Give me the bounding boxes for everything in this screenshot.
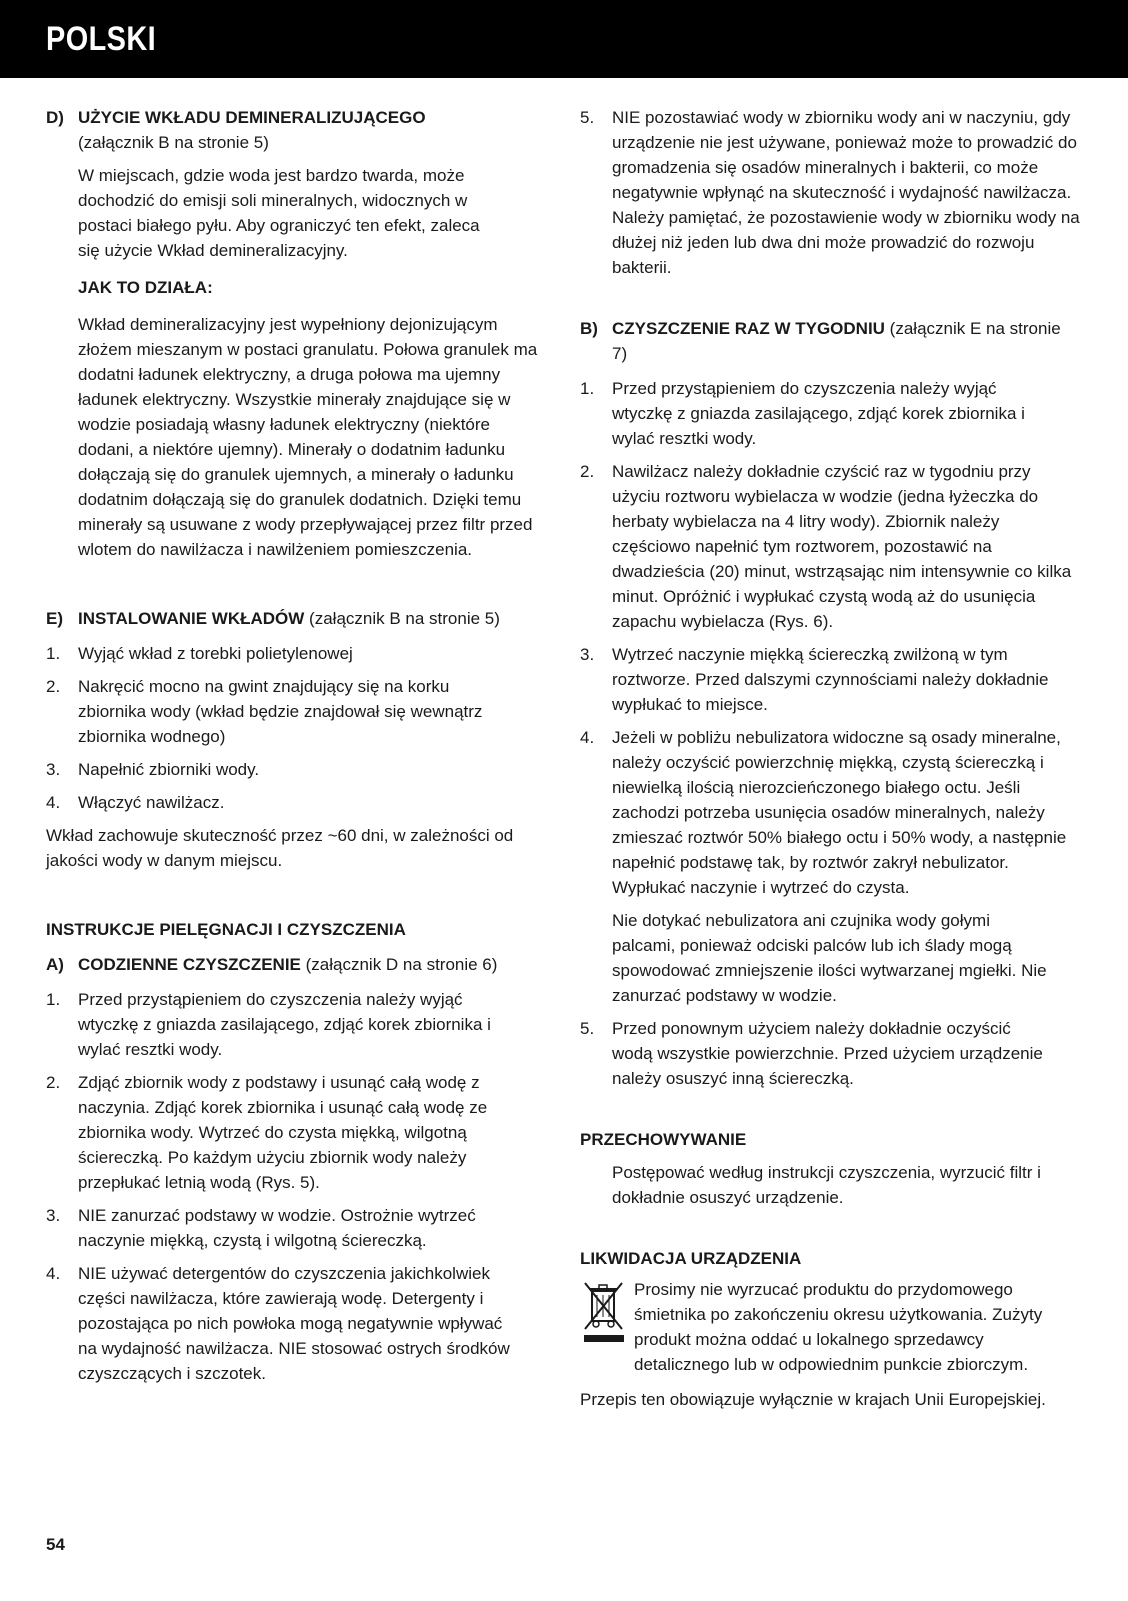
item-number: 1. <box>46 990 61 1009</box>
item-text: Przed przystąpieniem do czyszczenia należy wyjąć wtyczkę z gniazda zasilającego, zdjąć korek zbiornika i wylać resztki wody. <box>78 990 491 1059</box>
header-bar <box>0 0 1128 78</box>
disposal-text: Prosimy nie wyrzucać produktu do przydomowego śmietnika po zakończeniu okresu użytkowania. Zużyty produkt można oddać u lokalnego sprzedawcy detalicznego lub w odpowiednim punkcie zbiorczym. <box>634 1280 1043 1374</box>
item-text: Wytrzeć naczynie miękką ściereczką zwilżoną w tym roztworze. Przed dalszymi czynnościami należy dokładnie wypłukać to miejsce. <box>612 645 1049 714</box>
numbered-list <box>46 987 546 1386</box>
section-letter: A) <box>46 955 64 974</box>
item-text: Przed ponownym użyciem należy dokładnie oczyścić wodą wszystkie powierzchnie. Przed użyciem urządzenie należy osuszyć inną ściereczką. <box>612 1019 1043 1088</box>
left-column <box>46 105 546 1394</box>
list-item <box>580 642 1080 717</box>
item-number: 4. <box>580 728 595 747</box>
section-e-heading <box>46 606 546 631</box>
care-heading: INSTRUKCJE PIELĘGNACJI I CZYSZCZENIA <box>46 920 406 939</box>
list-item <box>46 641 546 666</box>
list-item <box>580 459 1080 634</box>
note-paragraph: Wkład zachowuje skuteczność przez ~60 dni, w zależności od jakości wody w danym miejscu. <box>46 826 514 870</box>
item-text: Wyjąć wkład z torebki polietylenowej <box>78 644 353 663</box>
item-text: Napełnić zbiorniki wody. <box>78 760 260 779</box>
item-number: 2. <box>46 677 61 696</box>
storage-text: Postępować według instrukcji czyszczenia, wyrzucić filtr i dokładnie osuszyć urządzenie. <box>612 1163 1041 1207</box>
section-letter: B) <box>580 319 598 338</box>
section-reference: (załącznik E na stronie 7) <box>612 319 1061 363</box>
item-number: 1. <box>580 379 595 398</box>
item-number: 3. <box>46 1206 61 1225</box>
disposal-heading: LIKWIDACJA URZĄDZENIA <box>580 1249 802 1268</box>
item-text: Zdjąć zbiornik wody z podstawy i usunąć całą wodę z naczynia. Zdjąć korek zbiornika i usunąć całą wodę ze zbiornika wody. Wytrzeć do czysta miękką, wilgotną ściereczką. Po każdym użyciu zbiornik wody należy przepłukać letnią wodą (Rys. 5). <box>78 1073 488 1192</box>
item-number: 4. <box>46 1264 61 1283</box>
disposal-block <box>580 1277 1080 1377</box>
disposal-note: Przepis ten obowiązuje wyłącznie w krajach Unii Europejskiej. <box>580 1390 1046 1409</box>
list-item <box>46 1203 546 1253</box>
section-reference: (załącznik B na stronie 5) <box>78 133 269 152</box>
item-text: Jeżeli w pobliżu nebulizatora widoczne są osady mineralne, należy oczyścić powierzchnię miękką, czystą ściereczką i niewielką ilością nierozcieńczonego białego octu. Jeśli zachodzi potrzeba usunięcia osadów mineralnych, należy zmieszać roztwór 50% białego octu i 50% wody, a następnie napełnić podstawę tak, by roztwór zakrył nebulizator. Wypłukać naczynie i wytrzeć do czysta. <box>612 728 1067 897</box>
item-text: NIE zanurzać podstawy w wodzie. Ostrożnie wytrzeć naczynie miękką, czystą i wilgotną ściereczką. <box>78 1206 476 1250</box>
item-note: Nie dotykać nebulizatora ani czujnika wody gołymi palcami, ponieważ odciski palców lub ich ślady mogą spowodować zmniejszenie ilości wytwarzanej mgiełki. Nie zanurzać podstawy w wodzie. <box>612 911 1047 1005</box>
intro-paragraph: W miejscach, gdzie woda jest bardzo twarda, może dochodzić do emisji soli mineralnych, widocznych w postaci białego pyłu. Aby ograniczyć ten efekt, zaleca się użycie Wkład demineralizacyjny. <box>78 166 480 260</box>
item-number: 1. <box>46 644 61 663</box>
language-title: POLSKI <box>46 20 157 58</box>
list-item <box>46 790 546 815</box>
subheading: JAK TO DZIAŁA: <box>78 278 213 297</box>
item-number: 5. <box>580 108 595 127</box>
body-paragraph: Wkład demineralizacyjny jest wypełniony dejonizującym złożem mieszanym w postaci granulatu. Połowa granulek ma dodatni ładunek elektryczny, a druga połowa ma ujemny ładunek elektryczny. Wszystkie minerały znajdujące się w wodzie posiadają własny ładunek elektryczny (niektóre dodani, a niektóre ujemny). Minerały o dodatnim ładunku dołączają się do granulek ujemnych, a minerały o ładunku dodatnim dołączają się do granulek dodatnich. Dzięki temu minerały są usuwane z wody przepływającej przez filtr przed wlotem do nawilżacza i nawilżeniem pomieszczenia. <box>78 315 538 559</box>
numbered-list <box>46 641 546 815</box>
section-title: UŻYCIE WKŁADU DEMINERALIZUJĄCEGO <box>78 108 426 127</box>
item-text: NIE pozostawiać wody w zbiorniku wody ani w naczyniu, gdy urządzenie nie jest używane, ponieważ może to prowadzić do gromadzenia się osadów mineralnych i bakterii, co może negatywnie wpłynąć na skuteczność i wydajność nawilżacza. Należy pamiętać, że pozostawienie wody w zbiorniku wody na dłużej niż jeden lub dwa dni może prowadzić do rozwoju bakterii. <box>612 108 1080 277</box>
section-letter: E) <box>46 609 63 628</box>
item-number: 4. <box>46 793 61 812</box>
list-item <box>580 1016 1080 1091</box>
section-title: CODZIENNE CZYSZCZENIE <box>78 955 301 974</box>
section-d-heading <box>46 105 546 130</box>
section-a-heading <box>46 952 546 977</box>
section-title: CZYSZCZENIE RAZ W TYGODNIU <box>612 319 885 338</box>
section-reference: (załącznik B na stronie 5) <box>304 609 500 628</box>
list-item <box>580 725 1080 900</box>
section-b-heading <box>580 316 1080 366</box>
section-letter: D) <box>46 108 64 127</box>
item-text: NIE używać detergentów do czyszczenia jakichkolwiek części nawilżacza, które zawierają wodę. Detergenty i pozostająca po nich powłoka mogą negatywnie wpływać na wydajność nawilżacza. NIE stosować ostrych środków czyszczących i szczotek. <box>78 1264 510 1383</box>
item-text: Nawilżacz należy dokładnie czyścić raz w tygodniu przy użyciu roztworu wybielacza w wodzie (jedna łyżeczka do herbaty wybielacza na 4 litry wody). Zbiornik należy częściowo napełnić tym roztworem, pozostawić na dwadzieścia (20) minut, wstrząsając nim intensywnie co kilka minut. Opróżnić i wypłukać czystą wodą aż do usunięcia zapachu wybielacza (Rys. 6). <box>612 462 1072 631</box>
item-number: 3. <box>46 760 61 779</box>
item-number: 2. <box>580 462 595 481</box>
item-number: 5. <box>580 1019 595 1038</box>
numbered-list <box>580 376 1080 1091</box>
list-item <box>580 376 1080 451</box>
item-number: 3. <box>580 645 595 664</box>
right-column <box>580 105 1080 1412</box>
item-text: Przed przystąpieniem do czyszczenia należy wyjąć wtyczkę z gniazda zasilającego, zdjąć korek zbiornika i wylać resztki wody. <box>612 379 1025 448</box>
item-text: Włączyć nawilżacz. <box>78 793 225 812</box>
list-item <box>46 1070 546 1195</box>
list-item <box>580 105 1080 280</box>
item-number: 2. <box>46 1073 61 1092</box>
section-title: INSTALOWANIE WKŁADÓW <box>78 609 305 628</box>
list-item <box>46 1261 546 1386</box>
list-item <box>46 757 546 782</box>
section-reference: (załącznik D na stronie 6) <box>300 955 498 974</box>
item-text: Nakręcić mocno na gwint znajdujący się na korku zbiornika wody (wkład będzie znajdował się wewnątrz zbiornika wodnego) <box>78 677 483 746</box>
list-item <box>46 674 546 749</box>
page-number: 54 <box>46 1535 65 1554</box>
crossed-out-wheelie-bin-icon <box>580 1277 630 1347</box>
list-item <box>46 987 546 1062</box>
storage-heading: PRZECHOWYWANIE <box>580 1130 747 1149</box>
